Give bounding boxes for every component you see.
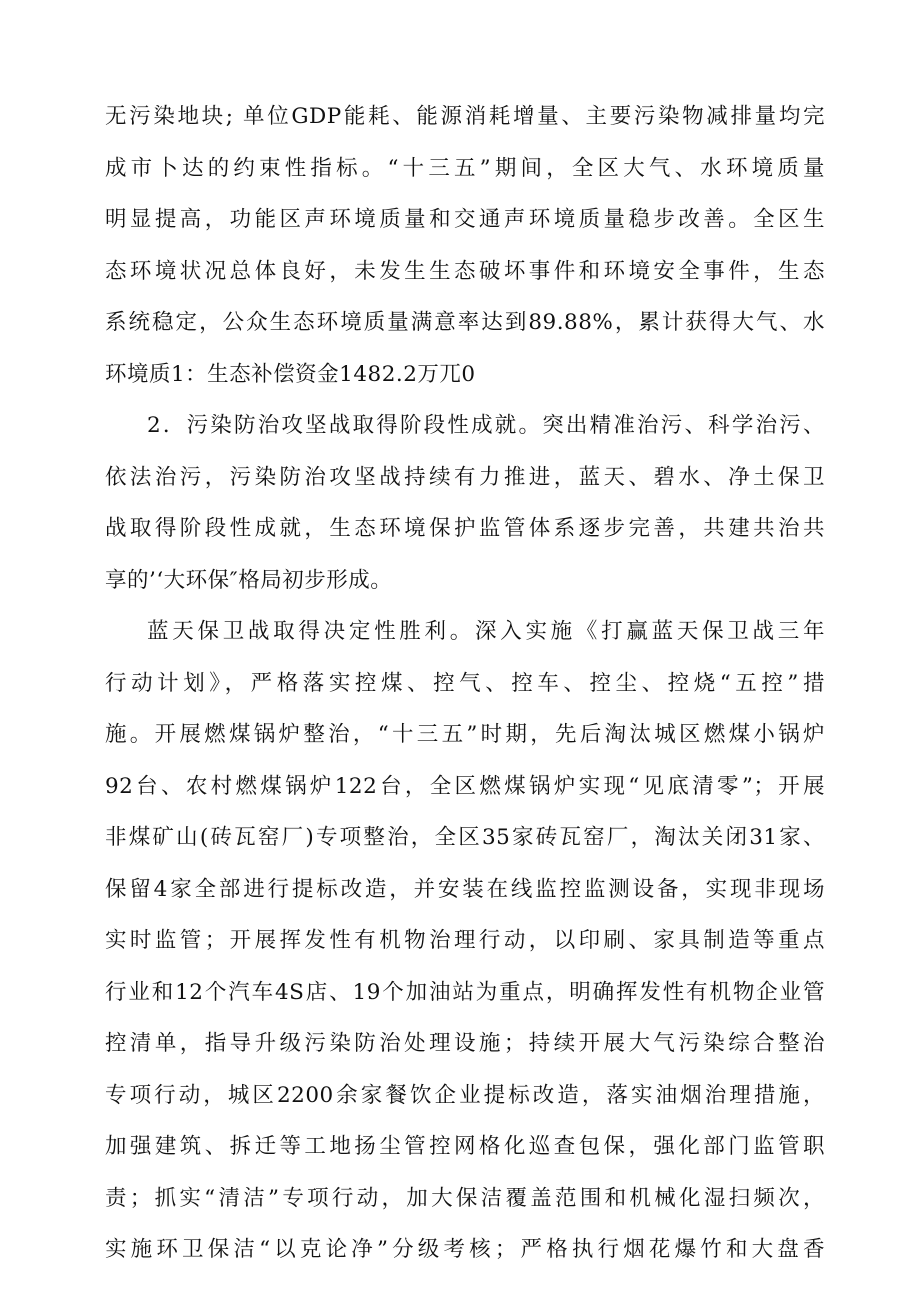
text-line: 控清单，指导升级污染防治处理设施；持续开展大气污染综合整治 — [105, 1031, 825, 1056]
text-line: 明显提高，功能区声环境质量和交通声环境质量稳步改善。全区生 — [105, 207, 825, 232]
text-line: 无污染地块; 单位GDP能耗、能源消耗增量、主要污染物减排量均完 — [105, 104, 825, 129]
text-line: 保留4家全部进行提标改造，并安装在线监控监测设备，实现非现场 — [105, 877, 825, 902]
text-line: 非煤矿山(砖瓦窑厂)专项整治，全区35家砖瓦窑厂，淘汰关闭31家、 — [105, 825, 825, 850]
text-line: 92台、农村燃煤锅炉122台，全区燃煤锅炉实现“见底清零”；开展 — [105, 774, 825, 799]
text-line: 系统稳定，公众生态环境质量满意率达到89.88%，累计获得大气、水 — [105, 310, 825, 335]
paragraph-start-line: 蓝天保卫战取得决定性胜利。深入实施《打赢蓝天保卫战三年 — [147, 619, 825, 644]
text-line: 专项行动，城区2200余家餐饮企业提标改造，落实油烟治理措施， — [105, 1083, 825, 1108]
text-line: 依法治污，污染防治攻坚战持续有力推进，蓝天、碧水、净土保卫 — [105, 465, 825, 490]
text-line: 享的’‘大环保″格局初步形成。 — [105, 568, 393, 593]
text-line: 责；抓实“清洁”专项行动，加大保洁覆盖范围和机械化湿扫频次， — [105, 1186, 825, 1211]
text-line: 加强建筑、拆迁等工地扬尘管控网格化巡查包保，强化部门监管职 — [105, 1134, 825, 1159]
text-line: 战取得阶段性成就，生态环境保护监管体系逐步完善，共建共治共 — [105, 516, 825, 541]
paragraph-start-line: 2．污染防治攻坚战取得阶段性成就。突出精准治污、科学治污、 — [147, 413, 825, 438]
text-line: 实施环卫保洁“以克论净”分级考核；严格执行烟花爆竹和大盘香 — [105, 1237, 825, 1262]
text-line: 态环境状况总体良好，未发生生态破坏事件和环境安全事件，生态 — [105, 259, 825, 284]
text-line: 环境质1：生态补偿资金1482.2万兀0 — [105, 362, 476, 387]
text-line: 成市卜达的约束性指标。“十三五”期间，全区大气、水环境质量 — [105, 156, 825, 181]
text-line: 施。开展燃煤锅炉整治，“十三五”时期，先后淘汰城区燃煤小锅炉 — [105, 722, 825, 747]
text-line: 行动计划》，严格落实控煤、控气、控车、控尘、控烧“五控”措 — [105, 671, 825, 696]
text-line: 实时监管；开展挥发性有机物治理行动，以印刷、家具制造等重点 — [105, 928, 825, 953]
text-line: 行业和12个汽车4S店、19个加油站为重点，明确挥发性有机物企业管 — [105, 980, 825, 1005]
